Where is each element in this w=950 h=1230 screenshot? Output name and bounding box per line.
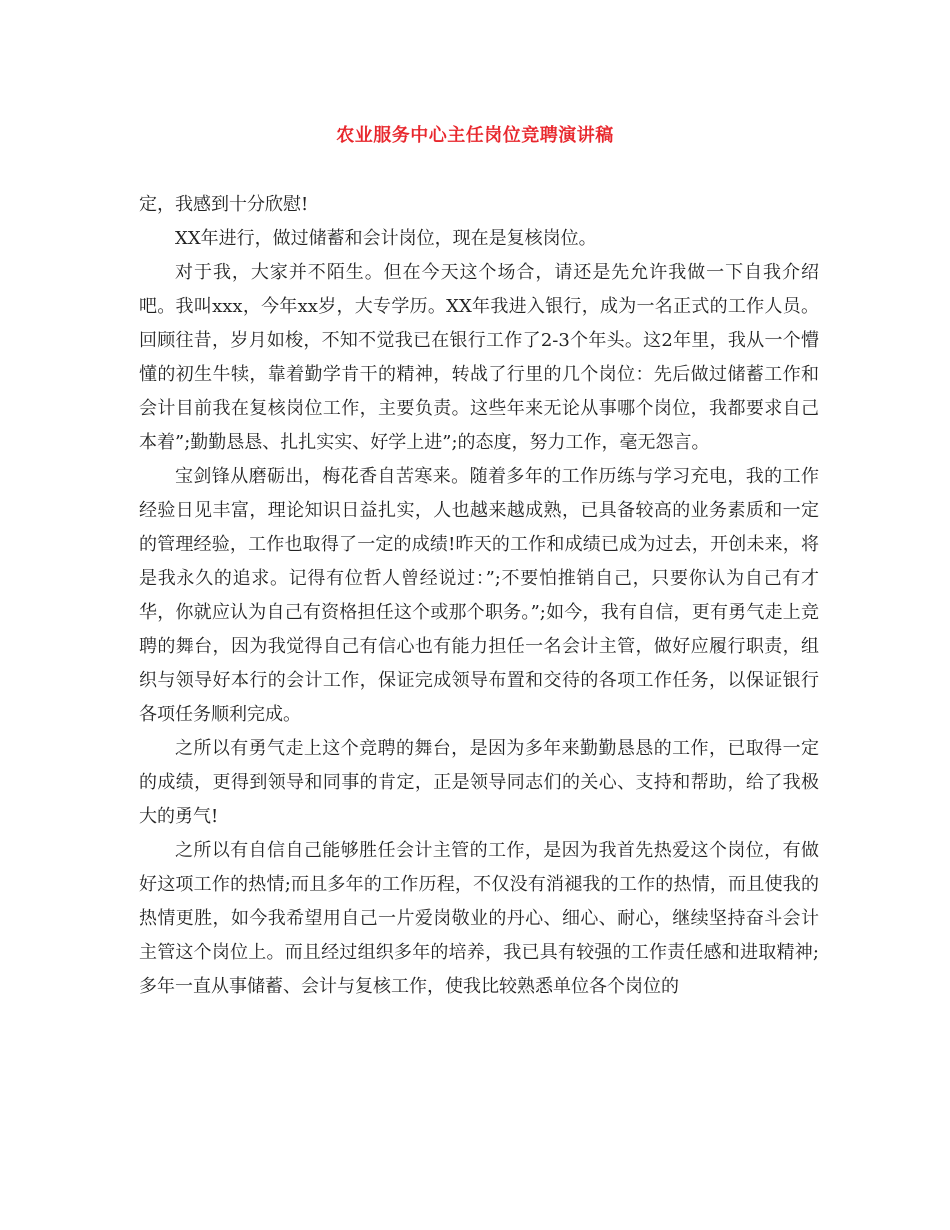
paragraph-1: 定，我感到十分欣慰! [139, 194, 309, 215]
paragraph-5: 之所以有勇气走上这个竞聘的舞台，是因为多年来勤勤恳恳的工作，已取得一定的成绩，更得到领导和同事的肯定，正是领导同志们的关心、支持和帮助，给了我极大的勇气! [139, 738, 819, 827]
paragraph-4: 宝剑锋从磨砺出，梅花香自苦寒来。随着多年的工作历练与学习充电，我的工作经验日见丰富，理论知识日益扎实，人也越来越成熟，已具备较高的业务素质和一定的管理经验，工作也取得了一定的成绩!昨天的工作和成绩已成为过去，开创未来，将是我永久的追求。记得有位哲人曾经说过：”;不要怕推销自己，只要你认为自己有才华，你就应认为自己有资格担任这个或那个职务。”;如今，我有自信，更有勇气走上竞聘的舞台，因为我觉得自己有信心也有能力担任一名会计主管，做好应履行职责，组织与领导好本行的会计工作，保证完成领导布置和交待的各项工作任务，以保证银行各项任务顺利完成。 [139, 466, 819, 725]
paragraph-2: XX年进行，做过储蓄和会计岗位，现在是复核岗位。 [175, 228, 597, 249]
document-title: 农业服务中心主任岗位竞聘演讲稿 [336, 125, 614, 146]
paragraph-3: 对于我，大家并不陌生。但在今天这个场合，请还是先允许我做一下自我介绍吧。我叫xxx，今年xx岁，大专学历。XX年我进入银行，成为一名正式的工作人员。回顾往昔，岁月如梭，不知不觉我已在银行工作了2-3个年头。这2年里，我从一个懵懂的初生牛犊，靠着勤学肯干的精神，转战了行里的几个岗位：先后做过储蓄工作和会计目前我在复核岗位工作，主要负责。这些年来无论从事哪个岗位，我都要求自己本着”;勤勤恳恳、扎扎实实、好学上进”;的态度，努力工作，毫无怨言。 [139, 262, 819, 453]
document-body [139, 188, 819, 1004]
paragraph-6: 之所以有自信自己能够胜任会计主管的工作，是因为我首先热爱这个岗位，有做好这项工作的热情;而且多年的工作历程，不仅没有消褪我的工作的热情，而且使我的热情更胜，如今我希望用自己一片爱岗敬业的丹心、细心、耐心，继续坚持奋斗会计主管这个岗位上。而且经过组织多年的培养，我已具有较强的工作责任感和进取精神;多年一直从事储蓄、会计与复核工作，使我比较熟悉单位各个岗位的 [139, 840, 819, 997]
